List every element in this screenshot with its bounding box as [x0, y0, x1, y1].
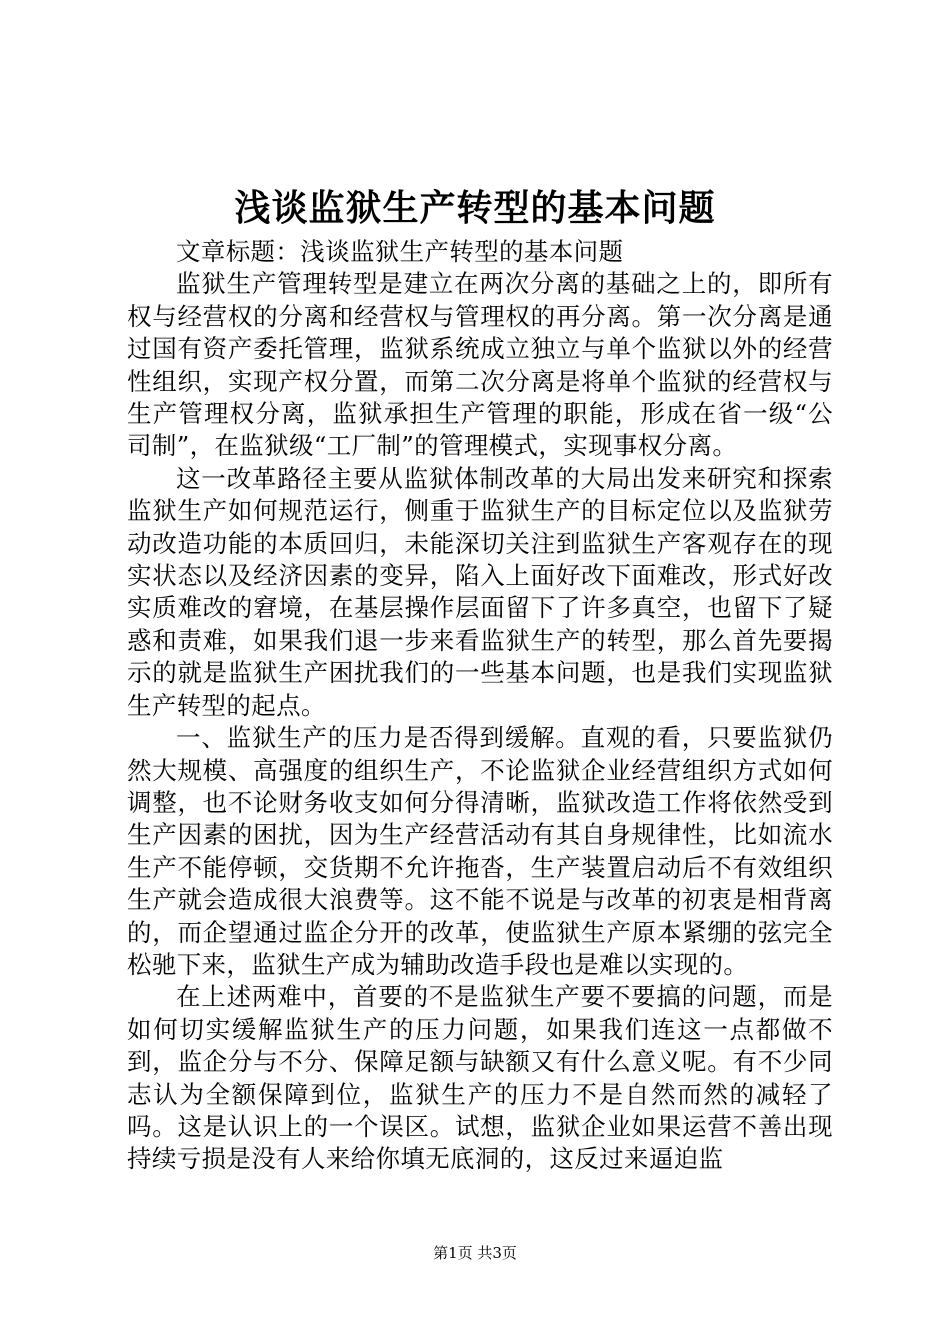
- document-body: [127, 236, 833, 1176]
- paragraph: 监狱生产管理转型是建立在两次分离的基础之上的，即所有权与经营权的分离和经营权与管理权的再分离。第一次分离是通过国有资产委托管理，监狱系统成立独立与单个监狱以外的经营性组织，实现产权分置，而第二次分离是将单个监狱的经营权与生产管理权分离，监狱承担生产管理的职能，形成在省一级“公司制”，在监狱级“工厂制”的管理模式，实现事权分离。: [127, 269, 833, 461]
- page-number-footer: 第1页 共3页: [433, 1244, 517, 1262]
- paragraph-article-title: 文章标题：浅谈监狱生产转型的基本问题: [176, 237, 624, 266]
- paragraph: 在上述两难中，首要的不是监狱生产要不要搞的问题，而是如何切实缓解监狱生产的压力问题，如果我们连这一点都做不到，监企分与不分、保障足额与缺额又有什么意义呢。有不少同志认为全额保障到位，监狱生产的压力不是自然而然的减轻了吗。这是认识上的一个误区。试想，监狱企业如果运营不善出现持续亏损是没有人来给你填无底洞的，这反过来逼迫监: [127, 982, 833, 1174]
- paragraph: 一、监狱生产的压力是否得到缓解。直观的看，只要监狱仍然大规模、高强度的组织生产，不论监狱企业经营组织方式如何调整，也不论财务收支如何分得清晰，监狱改造工作将依然受到生产因素的困扰，因为生产经营活动有其自身规律性，比如流水生产不能停顿，交货期不允许拖沓，生产装置启动后不有效组织生产就会造成很大浪费等。这不能不说是与改革的初衷是相背离的，而企望通过监企分开的改革，使监狱生产原本紧绷的弦完全松驰下来，监狱生产成为辅助改造手段也是难以实现的。: [127, 723, 833, 979]
- paragraph: 这一改革路径主要从监狱体制改革的大局出发来研究和探索监狱生产如何规范运行，侧重于监狱生产的目标定位以及监狱劳动改造功能的本质回归，未能深切关注到监狱生产客观存在的现实状态以及经济因素的变异，陷入上面好改下面难改，形式好改实质难改的窘境，在基层操作层面留下了许多真空，也留下了疑惑和责难，如果我们退一步来看监狱生产的转型，那么首先要揭示的就是监狱生产困扰我们的一些基本问题，也是我们实现监狱生产转型的起点。: [127, 463, 833, 720]
- document-title: 浅谈监狱生产转型的基本问题: [234, 187, 716, 229]
